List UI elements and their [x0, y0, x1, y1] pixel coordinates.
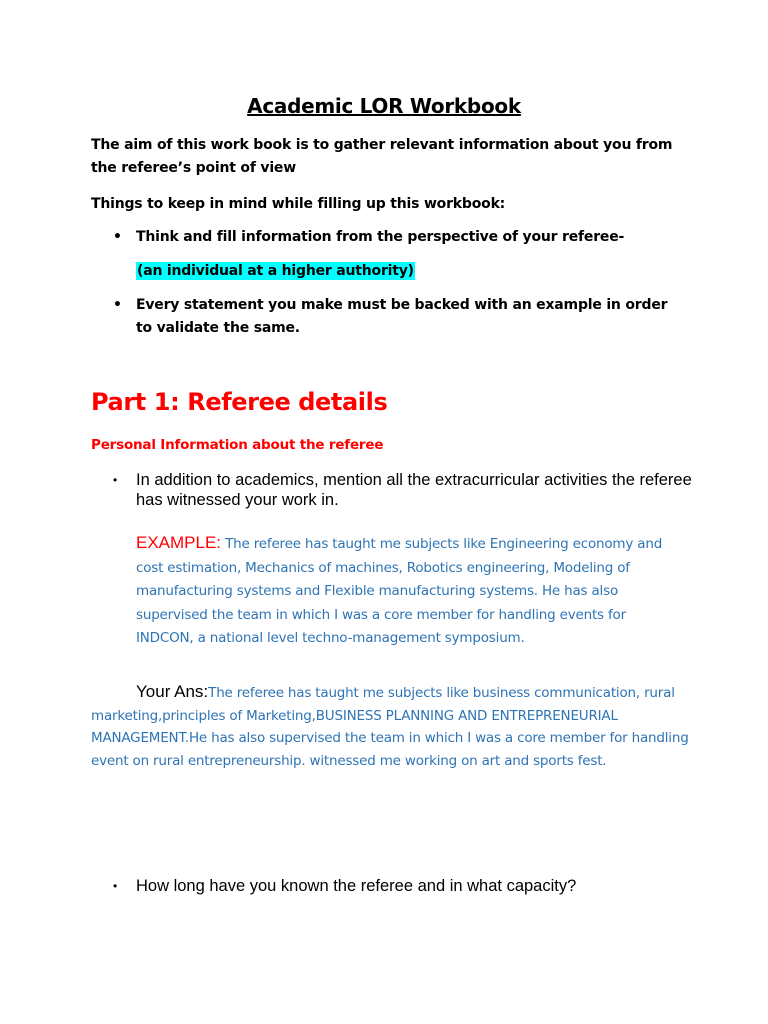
aim-paragraph: The aim of this work book is to gather relevant information about you from the referee’s point of view	[91, 137, 673, 176]
section-subheading: Personal Information about the referee	[91, 437, 384, 453]
highlight-text: (an individual at a higher authority)	[137, 263, 414, 279]
highlighted-note	[136, 260, 415, 283]
list-item	[113, 294, 683, 340]
question-item	[113, 470, 693, 510]
answer-label: Your Ans:	[136, 682, 209, 701]
example-text: The referee has taught me subjects like Engineering economy and cost estimation, Mechanics of machines, Robotics engineering, Modeling of manufacturing systems and Flexible manufacturing systems. He has also supervised the team in which I was a core member for handling events for INDCON, a national level techno-management symposium.	[136, 536, 663, 646]
part-heading: Part 1: Referee details	[91, 388, 388, 416]
example-label: EXAMPLE:	[136, 533, 222, 552]
example-block	[136, 531, 681, 651]
document-title: Academic LOR Workbook	[247, 94, 521, 118]
bullet-icon: •	[113, 297, 122, 313]
answer-text: The referee has taught me subjects like business communication, rural marketing,principles of Marketing,BUSINESS PLANNING AND ENTREPRENEURIAL MANAGEMENT.He has also supervised the team in which I was a core member for handling event on rural entrepreneurship. witnessed me working on art and sports fest.	[91, 685, 689, 769]
question-text: In addition to academics, mention all the extracurricular activities the referee has witnessed your work in.	[136, 471, 692, 509]
keep-in-mind-heading: Things to keep in mind while filling up this workbook:	[91, 196, 506, 212]
list-item	[113, 226, 683, 249]
list-item-text: Every statement you make must be backed with an example in order to validate the same.	[136, 297, 668, 336]
bullet-icon: •	[113, 473, 118, 487]
bullet-icon: •	[113, 879, 118, 893]
question-text: How long have you known the referee and in what capacity?	[136, 877, 577, 895]
question-item	[113, 876, 693, 896]
bullet-icon: •	[113, 229, 122, 245]
answer-block	[91, 681, 691, 772]
list-item-text: Think and fill information from the perspective of your referee-	[136, 229, 625, 245]
